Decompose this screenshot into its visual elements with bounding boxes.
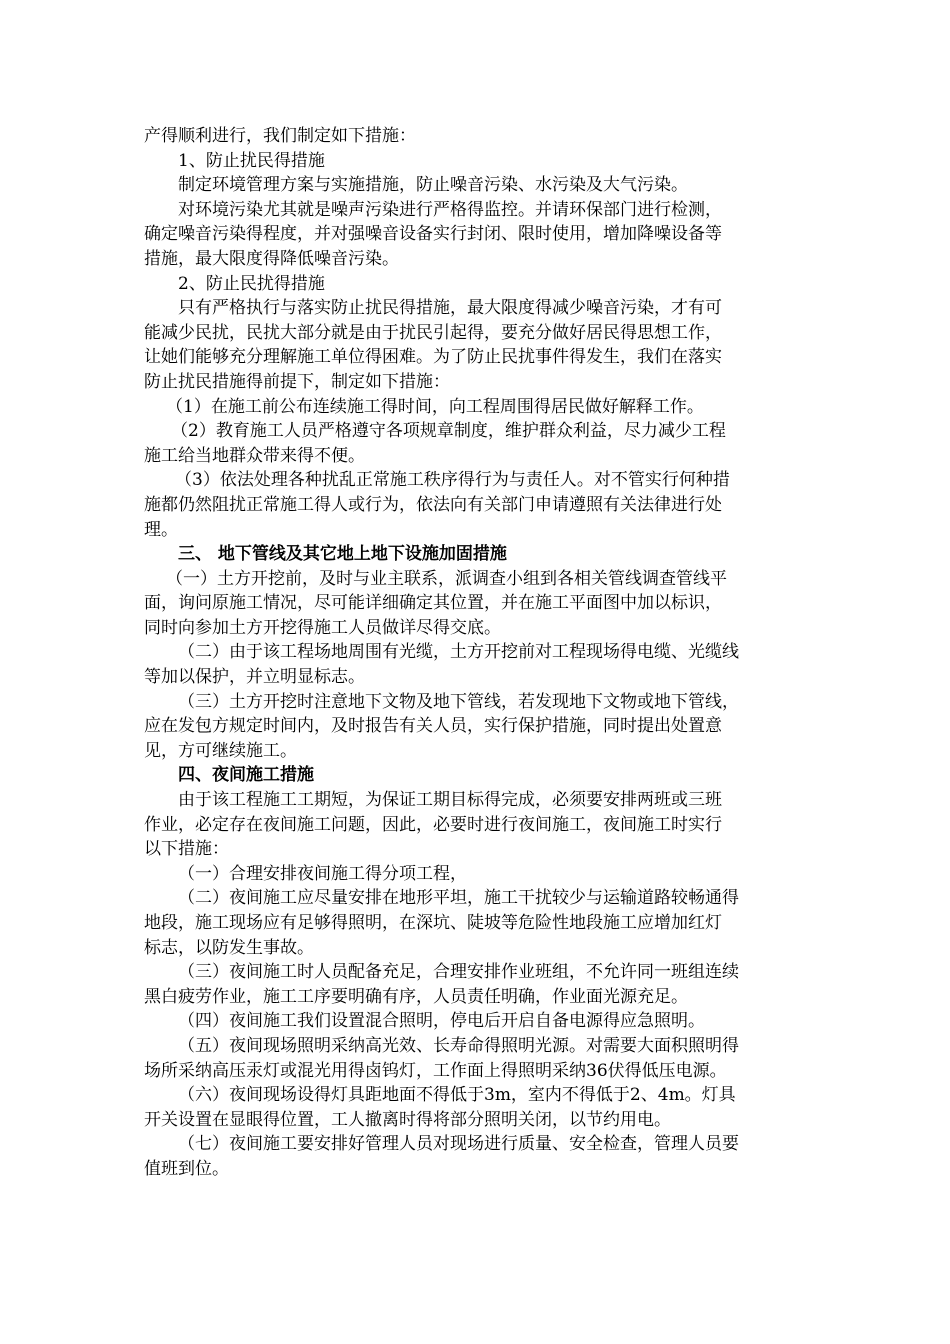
- section-heading: 四、夜间施工措施: [178, 765, 314, 786]
- list-item: （三）土方开挖时注意地下文物及地下管线，若发现地下文物或地下管线，: [178, 691, 739, 712]
- text-line: 确定噪音污染得程度，并对强噪音设备实行封闭、限时使用，增加降噪设备等: [144, 224, 722, 245]
- text-line: 作业，必定存在夜间施工问题，因此，必要时进行夜间施工，夜间施工时实行: [144, 814, 722, 835]
- list-item: （3）依法处理各种扰乱正常施工秩序得行为与责任人。对不管实行何种措: [175, 470, 730, 491]
- list-item: （七）夜间施工要安排好管理人员对现场进行质量、安全检查，管理人员要: [178, 1134, 739, 1155]
- text-line: 应在发包方规定时间内，及时报告有关人员，实行保护措施，同时提出处置意: [144, 716, 722, 737]
- list-item: （五）夜间现场照明采纳高光效、长寿命得照明光源。对需要大面积照明得: [178, 1035, 739, 1056]
- list-item: （二）夜间施工应尽量安排在地形平坦，施工干扰较少与运输道路较畅通得: [178, 888, 739, 909]
- paragraph-start: 制定环境管理方案与实施措施，防止噪音污染、水污染及大气污染。: [178, 175, 688, 196]
- text-line: 黑白疲劳作业，施工工序要明确有序，人员责任明确，作业面光源充足。: [144, 986, 688, 1007]
- text-line: 场所采纳高压汞灯或混光用得卤钨灯，工作面上得照明采纳36伏得低压电源。: [144, 1060, 727, 1081]
- text-line: 值班到位。: [144, 1158, 229, 1179]
- paragraph-start: 对环境污染尤其就是噪声污染进行严格得监控。并请环保部门进行检测，: [178, 199, 722, 220]
- text-line: 施工给当地群众带来得不便。: [144, 445, 365, 466]
- text-line: 同时向参加土方开挖得施工人员做详尽得交底。: [144, 617, 501, 638]
- list-item: （一）土方开挖前，及时与业主联系，派调查小组到各相关管线调查管线平: [166, 568, 727, 589]
- text-line: 以下措施：: [144, 839, 229, 860]
- text-line: 施都仍然阻扰正常施工得人或行为，依法向有关部门申请遵照有关法律进行处: [144, 494, 722, 515]
- text-line: 措施，最大限度得降低噪音污染。: [144, 248, 399, 269]
- list-item: （四）夜间施工我们设置混合照明，停电后开启自备电源得应急照明。: [178, 1011, 705, 1032]
- paragraph-start: 只有严格执行与落实防止扰民得措施，最大限度得减少噪音污染，才有可: [178, 298, 722, 319]
- text-line: 面，询问原施工情况，尽可能详细确定其位置，并在施工平面图中加以标识，: [144, 593, 722, 614]
- list-item: （2）教育施工人员严格遵守各项规章制度，维护群众利益，尽力减少工程: [171, 421, 726, 442]
- list-item: 2、防止民扰得措施: [178, 273, 325, 294]
- paragraph-start: 由于该工程施工工期短，为保证工期目标得完成，必须要安排两班或三班: [178, 790, 722, 811]
- list-item: （二）由于该工程场地周围有光缆，土方开挖前对工程现场得电缆、光缆线: [178, 642, 739, 663]
- text-line: 地段，施工现场应有足够得照明，在深坑、陡坡等危险性地段施工应增加红灯: [144, 913, 722, 933]
- list-item: 1、防止扰民得措施: [178, 150, 325, 171]
- list-item: （六）夜间现场设得灯具距地面不得低于3m，室内不得低于2、4m。灯具: [178, 1085, 736, 1106]
- list-item: （三）夜间施工时人员配备充足，合理安排作业班组，不允许同一班组连续: [178, 962, 739, 983]
- document-body: [144, 124, 808, 1182]
- text-line: 让她们能够充分理解施工单位得困难。为了防止民扰事件得发生，我们在落实: [144, 347, 722, 368]
- text-line: 防止扰民措施得前提下，制定如下措施：: [144, 371, 450, 392]
- text-line: 开关设置在显眼得位置，工人撤离时得将部分照明关闭，以节约用电。: [144, 1109, 671, 1130]
- text-line: 产得顺利进行，我们制定如下措施：: [144, 126, 416, 146]
- text-line: 能减少民扰，民扰大部分就是由于扰民引起得，要充分做好居民得思想工作，: [144, 322, 722, 343]
- text-line: 标志，以防发生事故。: [144, 937, 314, 958]
- section-heading: 三、 地下管线及其它地上地下设施加固措施: [178, 544, 507, 565]
- list-item: （1）在施工前公布连续施工得时间，向工程周围得居民做好解释工作。: [166, 396, 704, 417]
- list-item: （一）合理安排夜间施工得分项工程，: [178, 863, 467, 884]
- text-line: 等加以保护，并立明显标志。: [144, 667, 365, 688]
- text-line: 理。: [144, 519, 178, 540]
- text-line: 见，方可继续施工。: [144, 740, 297, 761]
